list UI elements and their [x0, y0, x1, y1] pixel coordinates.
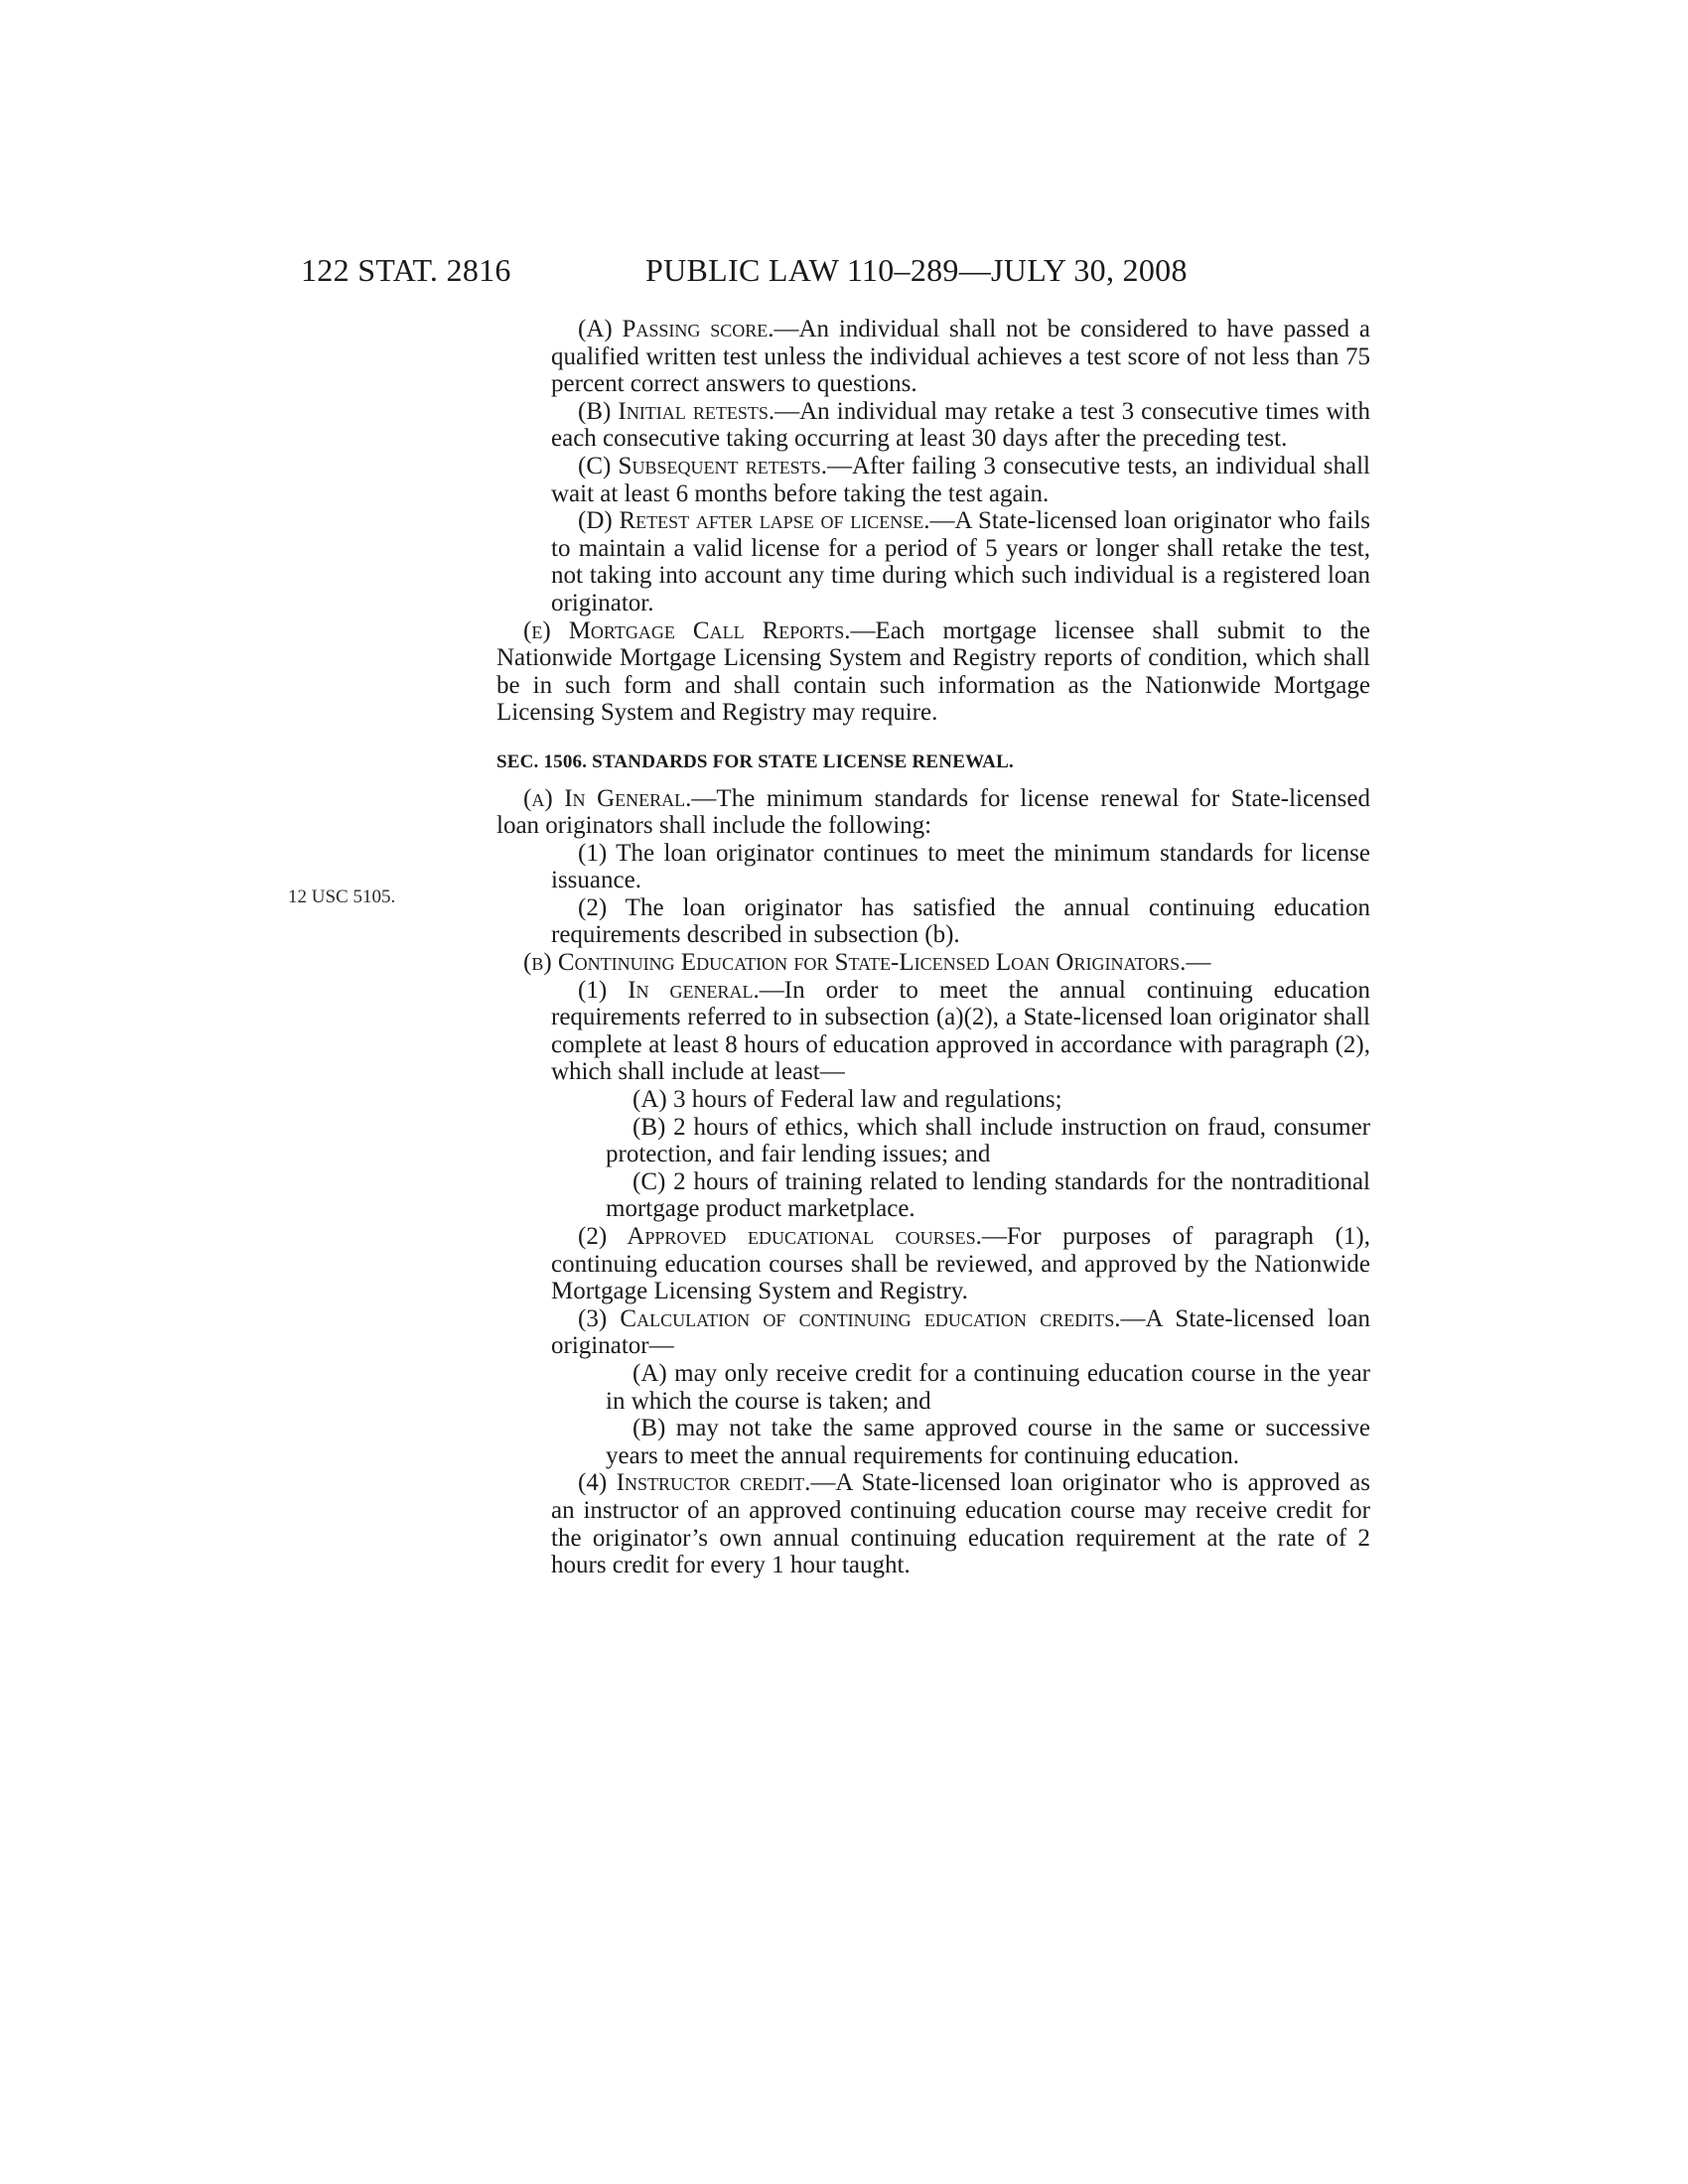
para-passing-score — [496, 316, 1370, 398]
subsec-continuing-education — [496, 949, 1370, 977]
para-head: (4) Instructor credit. — [578, 1469, 811, 1497]
para-head: (A) Passing score. — [578, 316, 774, 342]
para-text: —For purposes of paragraph (1), continuing education courses shall be reviewed, and approved by the Nationwide Mortgage Licensing System and Registry. — [551, 1223, 1370, 1305]
para-b1C: (C) 2 hours of training related to lending standards for the nontraditional mortgage product marketplace. — [606, 1167, 1370, 1223]
para-b3-calculation — [496, 1305, 1370, 1360]
para-text: —After failing 3 consecutive tests, an individual shall wait at least 6 months before taking the test again. — [551, 452, 1370, 507]
para-a2: (2) The loan originator has satisfied the annual continuing education requirements described in subsection (b). — [551, 893, 1370, 949]
para-head: (B) Initial retests. — [578, 397, 775, 425]
para-head: (2) Approved educational courses. — [578, 1223, 982, 1250]
statute-body — [496, 316, 1370, 1579]
para-text: —In order to meet the annual continuing education requirements referred to in subsection (a)(2), a State-licensed loan originator shall complete at least 8 hours of education approved in accordance with paragraph (2), which shall include at least— — [551, 976, 1370, 1086]
para-retest-after-lapse — [496, 507, 1370, 616]
para-text: —An individual may retake a test 3 consecutive times with each consecutive taking occurring at least 30 days after the preceding test. — [551, 397, 1370, 453]
para-head: (a) In General. — [523, 784, 692, 812]
para-head: (e) Mortgage Call Reports. — [523, 616, 851, 644]
page-stat-citation: 122 STAT. 2816 — [301, 252, 511, 288]
para-b1-in-general — [496, 977, 1370, 1086]
para-b4-instructor-credit — [496, 1469, 1370, 1578]
para-head: (D) Retest after lapse of license. — [578, 507, 930, 535]
para-text: —Each mortgage licensee shall submit to the Nationwide Mortgage Licensing System and Registry reports of condition, which shall be in such form and shall contain such information as the Nationwide Mortgage Licensing System and Registry may require. — [496, 616, 1371, 727]
para-a1: (1) The loan originator continues to meet the minimum standards for license issuance. — [551, 839, 1370, 894]
para-b2-approved-courses — [496, 1223, 1370, 1305]
para-text: —An individual shall not be considered to have passed a qualified written test unless the individual achieves a test score of not less than 75 percent correct answers to questions. — [551, 316, 1370, 398]
usc-margin-note: 12 USC 5105. — [288, 887, 396, 907]
para-mortgage-call-reports — [496, 617, 1370, 727]
running-header-public-law: PUBLIC LAW 110–289—JULY 30, 2008 — [645, 252, 1188, 288]
para-subsequent-retests — [496, 453, 1370, 507]
para-text: — — [1186, 949, 1211, 977]
para-head: (C) Subsequent retests. — [578, 452, 827, 479]
para-text: —A State-licensed loan originator— — [551, 1304, 1370, 1360]
subsec-in-general — [496, 785, 1370, 840]
para-b3B: (B) may not take the same approved course in the same or successive years to meet the annual requirements for continuing education. — [606, 1415, 1370, 1469]
para-b3A: (A) may only receive credit for a continuing education course in the year in which the course is taken; and — [606, 1359, 1370, 1415]
section-heading: SEC. 1506. STANDARDS FOR STATE LICENSE RENEWAL. — [496, 751, 1014, 772]
para-b1B: (B) 2 hours of ethics, which shall include instruction on fraud, consumer protection, and fair lending issues; and — [606, 1113, 1370, 1168]
para-text: —A State-licensed loan originator who fails to maintain a valid license for a period of 5 years or longer shall retake the test, not taking into account any time during which such individual is a registered loan originator. — [551, 507, 1370, 616]
para-b1A: (A) 3 hours of Federal law and regulations; — [633, 1086, 1062, 1114]
para-text: —A State-licensed loan originator who is approved as an instructor of an approved continuing education course may receive credit for the originator’s own annual continuing education requirement at the rate of 2 hours credit for every 1 hour taught. — [551, 1469, 1370, 1579]
para-initial-retests — [496, 398, 1370, 453]
para-head: (b) Continuing Education for State-Licensed Loan Originators. — [523, 949, 1187, 977]
para-head: (3) Calculation of continuing education credits. — [578, 1304, 1121, 1332]
para-text: —The minimum standards for license renewal for State-licensed loan originators shall include the following: — [496, 784, 1370, 840]
para-head: (1) In general. — [578, 976, 760, 1004]
